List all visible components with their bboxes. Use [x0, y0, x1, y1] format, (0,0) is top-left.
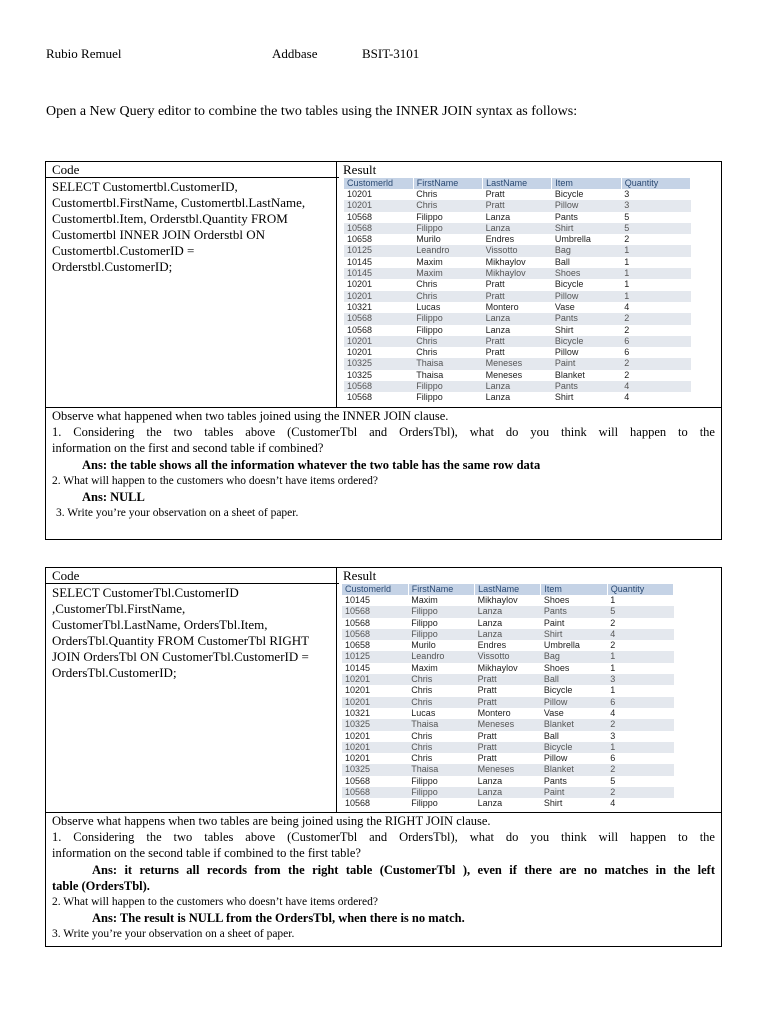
table-cell: Montero [477, 707, 511, 718]
table-cell: 10201 [345, 685, 371, 696]
question-2: 2. What will happen to the customers who doesn’t have items ordered? [52, 474, 378, 487]
table-cell: Lanza [483, 223, 552, 234]
table-cell: 2 [624, 369, 630, 380]
table-cell: Montero [485, 301, 519, 312]
answer-2: Ans: NULL [82, 490, 145, 505]
table-cell: 2 [621, 358, 690, 369]
table-cell: Shoes [552, 268, 621, 279]
table-cell: 4 [610, 798, 616, 809]
table-cell: 10568 [342, 629, 408, 640]
section-code: BSIT-3101 [362, 46, 420, 61]
table-cell: Meneses [483, 358, 552, 369]
table-cell: Lanza [483, 313, 552, 324]
table-cell: Bicycle [554, 189, 584, 199]
table-cell: Filippo [411, 798, 438, 809]
table-cell: Pillow [552, 291, 621, 302]
table-cell: 1 [610, 595, 616, 605]
table-row [342, 618, 674, 629]
table-cell: 1 [621, 268, 690, 279]
table-cell: 10145 [345, 662, 371, 673]
table-cell: Leandro [413, 245, 482, 256]
table-row [342, 674, 674, 685]
table-cell: Thaisa [408, 764, 474, 775]
table-cell: 10568 [347, 324, 373, 335]
table-row [342, 708, 674, 719]
inner-join-block [45, 161, 722, 540]
table-cell: Pillow [543, 753, 568, 764]
table-cell: Pratt [485, 347, 505, 358]
table-cell: Pratt [485, 189, 505, 199]
table-cell: 4 [607, 629, 673, 640]
table-cell: 10125 [344, 245, 413, 256]
table-cell: 10145 [347, 256, 373, 267]
table-cell: Mikhaylov [485, 256, 526, 267]
table-cell: Lanza [485, 392, 511, 403]
table-cell: Pratt [477, 730, 497, 741]
table-cell: Blanket [541, 764, 607, 775]
column-header: Customerld [342, 584, 408, 595]
table-cell: 3 [610, 730, 616, 741]
table-cell: 1 [610, 662, 616, 673]
table-cell: Shirt [543, 798, 563, 809]
table-cell: Vissotto [475, 651, 541, 662]
table-cell: Filippo [416, 324, 443, 335]
table-cell: Pillow [554, 347, 579, 358]
table-cell: 10325 [347, 369, 373, 380]
table-cell: Bicycle [552, 336, 621, 347]
table-cell: Chris [408, 697, 474, 708]
table-cell: Ball [541, 674, 607, 685]
table-cell: Thaisa [416, 369, 444, 380]
table-cell: Ball [554, 256, 570, 267]
column-header: LastName [475, 584, 541, 595]
table-cell: Chris [411, 730, 433, 741]
table-cell: Thaisa [408, 719, 474, 730]
table-row [342, 776, 674, 787]
table-row [342, 651, 674, 662]
table-cell: 1 [624, 256, 630, 267]
table-cell: Lanza [485, 211, 511, 222]
instruction-text: Open a New Query editor to combine the two tables using the INNER JOIN syntax as follows: [46, 104, 578, 119]
table-cell: Pillow [541, 697, 607, 708]
table-cell: Shirt [541, 629, 607, 640]
table-cell: Bag [552, 245, 621, 256]
table-cell: Lanza [483, 381, 552, 392]
table-row [342, 787, 674, 798]
right-join-block [45, 567, 722, 947]
table-cell: 5 [607, 606, 673, 617]
observe-text: Observe what happens when two tables are being joined using the RIGHT JOIN clause. [52, 814, 491, 828]
table-cell: Ball [543, 730, 559, 741]
table-cell: Mikhaylov [477, 595, 518, 605]
table-cell: 1 [621, 245, 690, 256]
table-cell: Bicycle [541, 742, 607, 753]
course-name: Addbase [272, 46, 318, 61]
table-cell: 3 [621, 200, 690, 211]
table-cell: Maxim [416, 256, 443, 267]
table-cell: 2 [624, 324, 630, 335]
table-cell: Lanza [477, 775, 503, 786]
table-cell: Lucas [411, 707, 436, 718]
table-cell: Pillow [552, 200, 621, 211]
table-cell: Bag [541, 651, 607, 662]
table-cell: Lanza [477, 798, 503, 809]
table-cell: Lanza [485, 324, 511, 335]
table-cell: Shirt [554, 392, 574, 403]
question-3: 3. Write you’re your observation on a sheet of paper. [56, 507, 299, 520]
table-cell: Vase [543, 707, 564, 718]
table-cell: 6 [607, 697, 673, 708]
table-row [344, 223, 691, 234]
table-cell: 10568 [345, 775, 371, 786]
table-cell: 10325 [342, 719, 408, 730]
table-cell: 4 [624, 301, 630, 312]
observation-section [52, 408, 715, 521]
table-cell: 10201 [345, 730, 371, 741]
table-cell: Filippo [413, 381, 482, 392]
table-cell: Pratt [475, 697, 541, 708]
table-cell: 10201 [342, 742, 408, 753]
table-row [342, 742, 674, 753]
table-cell: 10568 [344, 313, 413, 324]
table-row [342, 606, 674, 617]
table-cell: 10201 [344, 200, 413, 211]
table-cell: Chris [411, 685, 433, 696]
table-row [342, 798, 674, 809]
table-cell: Chris [413, 336, 482, 347]
table-cell: 6 [621, 336, 690, 347]
table-cell: 10201 [347, 279, 373, 290]
table-cell: Chris [408, 742, 474, 753]
column-header: FirstName [408, 584, 474, 595]
table-cell: 10321 [345, 707, 371, 718]
observe-text: Observe what happened when two tables joined using the INNER JOIN clause. [52, 409, 449, 423]
table-cell: Pants [552, 313, 621, 324]
table-cell: Filippo [411, 775, 438, 786]
table-cell: 5 [624, 211, 630, 222]
table-cell: Chris [416, 189, 438, 199]
question-3: 3. Write you’re your observation on a sheet of paper. [52, 928, 295, 941]
table-cell: Pants [552, 381, 621, 392]
table-cell: 10125 [342, 651, 408, 662]
table-cell: Pratt [485, 279, 505, 290]
answer-1: Ans: it returns all records from the right table (CustomerTbl ), even if there are no matches in the left [92, 862, 715, 877]
table-cell: Lanza [475, 629, 541, 640]
table-cell: Umbrella [554, 234, 591, 245]
table-row [344, 212, 691, 223]
column-header: Quantity [621, 178, 690, 189]
table-row [344, 347, 691, 358]
question-2: 2. What will happen to the customers who doesn’t have items ordered? [52, 896, 378, 909]
table-cell: 2 [610, 617, 616, 628]
table-cell: Meneses [475, 764, 541, 775]
column-header: LastName [483, 178, 552, 189]
table-cell: Pratt [475, 742, 541, 753]
table-cell: Filippo [408, 787, 474, 798]
table-cell: Shirt [554, 324, 574, 335]
table-row [344, 279, 691, 290]
table-row [344, 336, 691, 347]
table-cell: Chris [416, 347, 438, 358]
table-cell: Lucas [416, 301, 441, 312]
table-row [344, 313, 691, 324]
table-cell: Blanket [554, 369, 585, 380]
table-cell: Paint [543, 617, 565, 628]
table-cell: 4 [610, 707, 616, 718]
table-cell: Maxim [413, 268, 482, 279]
table-cell: 10201 [342, 674, 408, 685]
table-cell: 10201 [347, 347, 373, 358]
table-cell: Chris [416, 279, 438, 290]
table-cell: Filippo [416, 392, 443, 403]
table-cell: Pants [541, 606, 607, 617]
result-header: Result [343, 568, 377, 583]
question-1-cont: information on the first and second table if combined? [52, 441, 324, 456]
table-row [342, 685, 674, 696]
table-cell: 10568 [344, 381, 413, 392]
table-cell: 4 [621, 381, 690, 392]
column-header: Item [552, 178, 621, 189]
table-row [344, 200, 691, 211]
table-cell: Murilo [416, 234, 441, 245]
table-cell: 10201 [345, 753, 371, 764]
table-cell: 10568 [342, 606, 408, 617]
table-cell: Filippo [413, 223, 482, 234]
table-cell: 1 [607, 651, 673, 662]
table-cell: 2 [624, 234, 630, 245]
answer-1-cont: table (OrdersTbl). [52, 878, 150, 893]
table-cell: Filippo [411, 617, 438, 628]
table-row [344, 358, 691, 369]
sql-code: SELECT CustomerTbl.CustomerID ,CustomerTbl.FirstName, CustomerTbl.LastName, OrdersTbl.Item, OrdersTbl.Quantity FROM CustomerTbl RIGHT JOIN OrdersTbl ON CustomerTbl.CustomerID = OrdersTbl.CustomerID; [52, 585, 310, 680]
result-table [344, 178, 691, 404]
table-cell: Chris [413, 291, 482, 302]
table-cell: Bicycle [543, 685, 573, 696]
table-row [344, 268, 691, 279]
table-cell: 10568 [342, 787, 408, 798]
table-cell: 1 [610, 685, 616, 696]
table-cell: 10568 [347, 211, 373, 222]
question-1: 1. Considering the two tables above (CustomerTbl and OrdersTbl), what do you think will happen to the [52, 830, 715, 845]
table-cell: Lanza [475, 787, 541, 798]
table-cell: 1 [624, 279, 630, 290]
table-cell: 10658 [345, 640, 371, 651]
table-cell: Filippo [408, 606, 474, 617]
table-row [344, 302, 691, 313]
question-1: 1. Considering the two tables above (CustomerTbl and OrdersTbl), what do you think will happen to the [52, 425, 715, 440]
table-cell: 10568 [347, 392, 373, 403]
table-row [342, 663, 674, 674]
table-cell: Pratt [477, 685, 497, 696]
column-header: FirstName [413, 178, 482, 189]
table-cell: Chris [408, 674, 474, 685]
table-cell: Thaisa [413, 358, 482, 369]
table-cell: Lanza [477, 617, 503, 628]
code-header: Code [52, 568, 80, 583]
table-cell: Lanza [475, 606, 541, 617]
table-cell: 6 [610, 753, 616, 764]
table-cell: 2 [610, 640, 616, 651]
table-cell: Pratt [483, 291, 552, 302]
observation-section [52, 813, 715, 943]
table-cell: 10325 [344, 358, 413, 369]
table-cell: Filippo [416, 211, 443, 222]
table-cell: 1 [621, 291, 690, 302]
table-cell: 10201 [344, 291, 413, 302]
table-cell: Meneses [485, 369, 523, 380]
table-cell: 10145 [345, 595, 371, 605]
table-row [344, 381, 691, 392]
table-row [342, 629, 674, 640]
question-1-cont: information on the second table if combined to the first table? [52, 846, 361, 861]
table-cell: 10658 [347, 234, 373, 245]
table-cell: Filippo [413, 313, 482, 324]
table-cell: Pratt [477, 753, 497, 764]
table-row [342, 595, 674, 606]
table-cell: 10201 [342, 697, 408, 708]
table-cell: 2 [607, 787, 673, 798]
table-row [342, 764, 674, 775]
table-row [344, 291, 691, 302]
table-cell: Vissotto [483, 245, 552, 256]
column-header: Item [541, 584, 607, 595]
table-cell: Pratt [483, 336, 552, 347]
table-cell: Chris [411, 753, 433, 764]
table-cell: Bicycle [554, 279, 584, 290]
column-header: Quantity [607, 584, 673, 595]
table-cell: Endres [485, 234, 515, 245]
table-cell: 10325 [342, 764, 408, 775]
table-cell: 2 [607, 719, 673, 730]
table-row [344, 257, 691, 268]
table-cell: 4 [624, 392, 630, 403]
table-row [342, 640, 674, 651]
result-table [342, 584, 674, 810]
table-cell: 2 [607, 764, 673, 775]
table-cell: Murilo [411, 640, 436, 651]
column-header: Customerld [344, 178, 413, 189]
table-row [344, 370, 691, 381]
table-cell: 10201 [347, 189, 373, 199]
table-row [342, 719, 674, 730]
table-cell: Pratt [483, 200, 552, 211]
table-row [344, 234, 691, 245]
table-cell: 10321 [347, 301, 373, 312]
table-cell: Mikhaylov [477, 662, 518, 673]
table-cell: Filippo [408, 629, 474, 640]
table-cell: 2 [621, 313, 690, 324]
table-cell: 3 [607, 674, 673, 685]
table-cell: Mikhaylov [483, 268, 552, 279]
table-cell: Pants [543, 775, 567, 786]
table-cell: 10201 [344, 336, 413, 347]
table-row [344, 392, 691, 403]
table-cell: Vase [554, 301, 575, 312]
sql-code: SELECT Customertbl.CustomerID, Customertbl.FirstName, Customertbl.LastName, Customertbl.Item, Orderstbl.Quantity FROM Customertbl INNER JOIN Orderstbl ON Customertbl.CustomerID = Orderstbl.CustomerID; [52, 179, 306, 274]
table-row [342, 731, 674, 742]
table-cell: 10145 [344, 268, 413, 279]
table-cell: Blanket [541, 719, 607, 730]
table-cell: Maxim [411, 595, 438, 605]
code-header: Code [52, 162, 80, 177]
table-row [342, 697, 674, 708]
table-row [342, 753, 674, 764]
table-cell: Pratt [475, 674, 541, 685]
table-cell: Endres [477, 640, 507, 651]
table-row [344, 189, 691, 200]
table-cell: 5 [610, 775, 616, 786]
table-cell: Shoes [543, 662, 570, 673]
table-cell: 10568 [344, 223, 413, 234]
table-cell: Maxim [411, 662, 438, 673]
table-cell: 6 [624, 347, 630, 358]
table-cell: Pants [554, 211, 578, 222]
table-cell: Chris [413, 200, 482, 211]
table-cell: 1 [607, 742, 673, 753]
answer-2: Ans: The result is NULL from the OrdersTbl, when there is no match. [92, 911, 465, 926]
table-cell: Shirt [552, 223, 621, 234]
table-row [344, 245, 691, 256]
result-header: Result [343, 162, 377, 177]
answer-1: Ans: the table shows all the information whatever the two table has the same row data [82, 457, 541, 472]
table-cell: Umbrella [543, 640, 580, 651]
student-name: Rubio Remuel [46, 46, 122, 61]
table-cell: Paint [541, 787, 607, 798]
table-cell: Paint [552, 358, 621, 369]
table-cell: Shoes [543, 595, 570, 605]
table-cell: 3 [624, 189, 630, 199]
table-cell: 10568 [345, 798, 371, 809]
table-cell: Meneses [475, 719, 541, 730]
table-cell: 10568 [345, 617, 371, 628]
table-cell: Leandro [408, 651, 474, 662]
table-row [344, 325, 691, 336]
table-cell: 5 [621, 223, 690, 234]
